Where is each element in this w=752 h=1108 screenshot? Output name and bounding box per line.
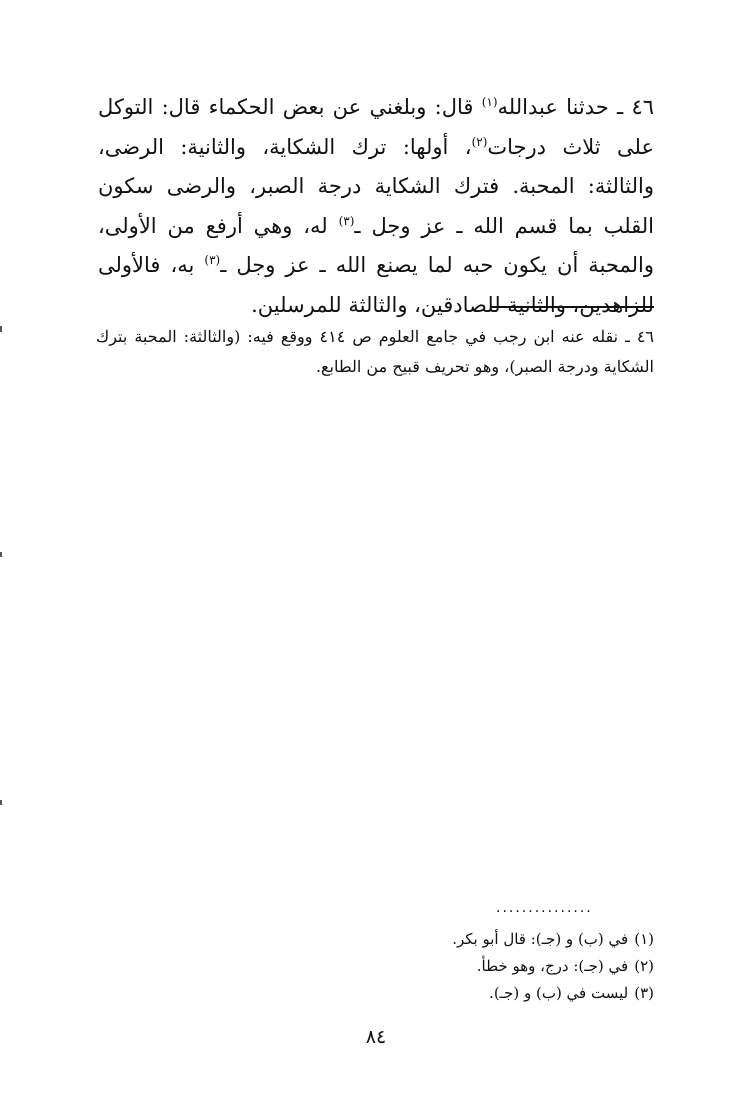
hadith-paragraph: [98, 88, 654, 325]
scan-edge-mark: [0, 552, 2, 557]
page-number: ٨٤: [365, 1026, 387, 1048]
footnote-item: [400, 953, 654, 980]
scan-edge-mark: [0, 326, 2, 332]
commentary-note: [96, 322, 654, 382]
footnotes-list: [400, 926, 654, 1007]
footnote-item: [400, 980, 654, 1007]
scan-edge-mark: [0, 800, 2, 805]
footnote-ref: (١): [481, 95, 498, 109]
footnote-ref: (٣): [338, 213, 355, 228]
footnote-item: [400, 926, 654, 953]
separator-rule: [490, 306, 654, 308]
footnote-ref: (٢): [471, 134, 488, 149]
commentary-text: ٤٦ ـ نقله عنه ابن رجب في جامع العلوم ص ٤١٤ ووقع فيه: (والثالثة: المحبة بترك الشكاية ودرجة الصبر)، وهو تحريف قبيح من الطابع.: [96, 327, 654, 376]
footnote-separator: ...............: [496, 900, 593, 914]
text-segment: به، فالأولى للزاهدين، والثانية للصادقين، والثالثة للمرسلين.: [98, 253, 654, 317]
text-segment: حدثنا عبدالله: [497, 95, 618, 119]
main-text: [98, 88, 654, 325]
entry-number: ٤٦ ـ: [617, 95, 655, 119]
footnote-number: (٢): [634, 957, 654, 975]
footnote-ref: (٣): [204, 253, 221, 267]
footnote-number: (٣): [634, 984, 654, 1002]
text-segment: ، أولها: ترك الشكاية، والثانية: الرضى، والثالثة: المحبة. فترك الشكاية درجة الصبر، والرضى سكون القلب بما قسم الله ـ عز وجل ـ: [98, 134, 654, 238]
text-segment: قال: وبلغني عن بعض الحكماء قال: التوكل على ثلاث درجات: [98, 95, 655, 159]
footnote-text: ليست في (ب) و (جـ).: [489, 984, 629, 1002]
footnote-text: في (جـ): درج، وهو خطأ.: [476, 957, 629, 975]
text-segment: له، وهي أرفع من الأولى، والمحبة أن يكون حبه لما يصنع الله ـ عز وجل ـ: [98, 213, 654, 277]
footnote-number: (١): [634, 930, 654, 948]
footnote-text: في (ب) و (جـ): قال أبو بكر.: [452, 930, 629, 948]
